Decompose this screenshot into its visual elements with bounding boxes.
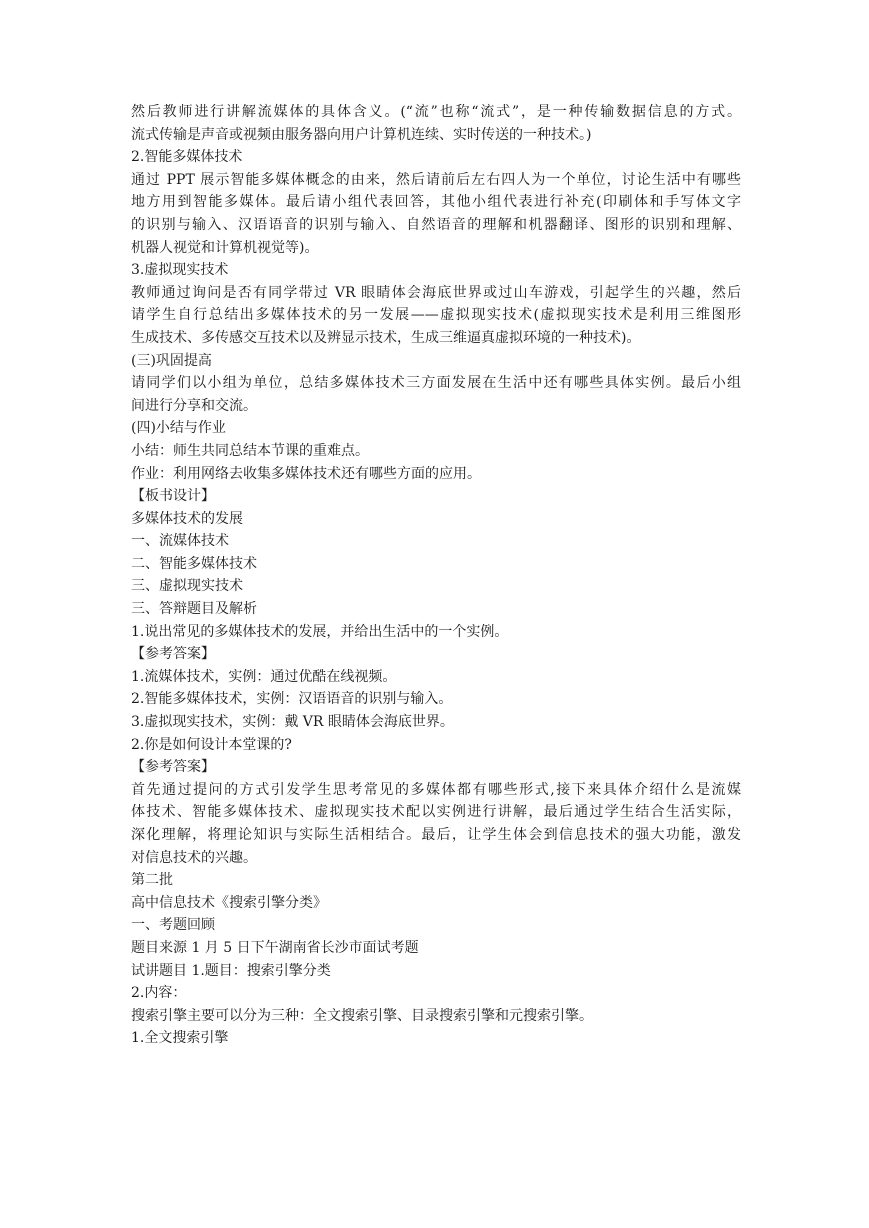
paragraph <box>131 1027 741 1050</box>
paragraph <box>131 372 741 417</box>
text-line: 2.智能多媒体技术 <box>131 149 243 166</box>
paragraph <box>131 530 741 553</box>
text-line: 1.说出常见的多媒体技术的发展，并给出生活中的一个实例。 <box>131 623 509 640</box>
paragraph <box>131 734 741 757</box>
paragraph <box>131 643 741 666</box>
paragraph <box>131 440 741 463</box>
text-line: 二、智能多媒体技术 <box>131 555 257 572</box>
text-line: 请学生自行总结出多媒体技术的另一发展——虚拟现实技术(虚拟现实技术是利用三维图形 <box>131 307 741 324</box>
text-line: 1.流媒体技术，实例：通过优酷在线视频。 <box>131 668 397 685</box>
text-line: 3.虚拟现实技术 <box>131 262 229 279</box>
text-line: 三、答辩题目及解析 <box>131 601 257 618</box>
paragraph <box>131 146 741 169</box>
paragraph <box>131 869 741 892</box>
paragraph <box>131 575 741 598</box>
text-line: 小结：师生共同总结本节课的重难点。 <box>131 442 369 459</box>
paragraph <box>131 101 741 146</box>
paragraph <box>131 1005 741 1028</box>
paragraph <box>131 553 741 576</box>
paragraph <box>131 711 741 734</box>
text-line: 题目来源 1 月 5 日下午湖南省长沙市面试考题 <box>131 939 419 956</box>
text-line: 首先通过提问的方式引发学生思考常见的多媒体都有哪些形式,接下来具体介绍什么是流媒 <box>131 781 741 798</box>
text-line: 第二批 <box>131 872 173 889</box>
text-line: 【参考答案】 <box>131 759 215 776</box>
paragraph <box>131 598 741 621</box>
text-line: 请同学们以小组为单位，总结多媒体技术三方面发展在生活中还有哪些具体实例。最后小组 <box>131 375 741 392</box>
text-line: (四)小结与作业 <box>131 420 226 437</box>
paragraph <box>131 259 741 282</box>
text-line: 2.你是如何设计本堂课的? <box>131 736 292 753</box>
text-line: 【板书设计】 <box>131 488 215 505</box>
text-line: 的识别与输入、汉语语音的识别与输入、自然语音的理解和机器翻译、图形的识别和理解、 <box>131 216 741 233</box>
text-line: 1.全文搜索引擎 <box>131 1030 229 1047</box>
paragraph <box>131 960 741 983</box>
paragraph <box>131 417 741 440</box>
text-line: 多媒体技术的发展 <box>131 510 243 527</box>
text-line: 通过 PPT 展示智能多媒体概念的由来，然后请前后左右四人为一个单位，讨论生活中有哪些 <box>131 171 741 188</box>
text-line: 试讲题目 1.题目：搜索引擎分类 <box>131 962 331 979</box>
text-line: 2.智能多媒体技术，实例：汉语语音的识别与输入。 <box>131 691 453 708</box>
paragraph <box>131 982 741 1005</box>
text-line: 间进行分享和交流。 <box>131 397 257 414</box>
paragraph <box>131 779 741 869</box>
paragraph <box>131 937 741 960</box>
text-line: 【参考答案】 <box>131 646 215 663</box>
text-line: 然后教师进行讲解流媒体的具体含义。(“流”也称“流式”，是一种传输数据信息的方式。 <box>131 104 741 120</box>
text-line: 对信息技术的兴趣。 <box>131 849 257 866</box>
text-line: 机器人视觉和计算机视觉等)。 <box>131 239 319 256</box>
paragraph <box>131 666 741 689</box>
text-line: 一、考题回顾 <box>131 917 215 934</box>
document-page <box>131 101 741 1050</box>
text-line: 高中信息技术《搜索引擎分类》 <box>131 894 327 911</box>
paragraph <box>131 892 741 915</box>
paragraph <box>131 282 741 350</box>
text-line: 流式传输是声音或视频由服务器向用户计算机连续、实时传送的一种技术。) <box>131 126 592 143</box>
paragraph <box>131 350 741 373</box>
text-line: 深化理解，将理论知识与实际生活相结合。最后，让学生体会到信息技术的强大功能，激发 <box>131 827 741 843</box>
text-line: 三、虚拟现实技术 <box>131 578 243 595</box>
text-line: 体技术、智能多媒体技术、虚拟现实技术配以实例进行讲解，最后通过学生结合生活实际， <box>131 804 741 821</box>
text-line: 生成技术、多传感交互技术以及辨显示技术，生成三维逼真虚拟环境的一种技术)。 <box>131 329 641 346</box>
paragraph <box>131 508 741 531</box>
paragraph <box>131 914 741 937</box>
text-line: 3.虚拟现实技术，实例：戴 VR 眼睛体会海底世界。 <box>131 714 454 731</box>
paragraph <box>131 756 741 779</box>
paragraph <box>131 463 741 486</box>
text-line: 一、流媒体技术 <box>131 533 229 550</box>
text-line: (三)巩固提高 <box>131 352 212 369</box>
text-line: 作业：利用网络去收集多媒体技术还有哪些方面的应用。 <box>131 465 481 482</box>
paragraph <box>131 688 741 711</box>
text-line: 2.内容： <box>131 985 187 1002</box>
text-line: 地方用到智能多媒体。最后请小组代表回答，其他小组代表进行补充(印刷体和手写体文字 <box>131 194 741 211</box>
paragraph <box>131 621 741 644</box>
paragraph <box>131 169 741 259</box>
paragraph <box>131 485 741 508</box>
text-line: 教师通过询问是否有同学带过 VR 眼睛体会海底世界或过山车游戏，引起学生的兴趣，然后 <box>131 284 741 301</box>
text-line: 搜索引擎主要可以分为三种：全文搜索引擎、目录搜索引擎和元搜索引擎。 <box>131 1007 593 1024</box>
